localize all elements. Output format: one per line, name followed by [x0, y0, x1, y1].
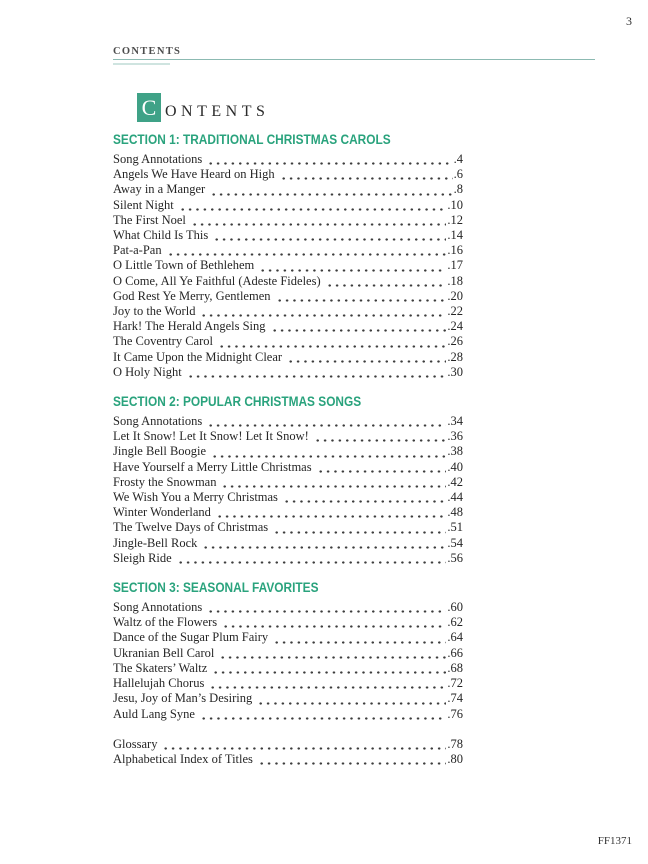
- toc-entry-title: Song Annotations: [113, 414, 203, 429]
- section-heading: SECTION 1: TRADITIONAL CHRISTMAS CAROLS: [113, 132, 391, 147]
- toc-entry: [113, 319, 463, 334]
- toc-entry: [113, 551, 463, 566]
- dot-leader: [209, 676, 446, 691]
- toc-entry-title: Song Annotations: [113, 152, 203, 166]
- toc-sections: [113, 133, 463, 722]
- toc-entry-title: Hallelujah Chorus: [113, 676, 205, 691]
- running-header: CONTENTS: [113, 46, 182, 57]
- footer-code: FF1371: [597, 835, 632, 847]
- toc-entry-page: .80: [447, 751, 463, 766]
- page-number: 3: [626, 14, 632, 28]
- toc-entry: [113, 289, 463, 304]
- contents-title: [137, 93, 269, 122]
- header-rule-accent: [113, 63, 170, 65]
- dot-leader: [177, 551, 447, 566]
- dot-leader: [259, 258, 446, 273]
- toc-entry-page: .10: [447, 197, 463, 212]
- dot-leader: [283, 490, 446, 505]
- toc-entry-page: .66: [447, 645, 463, 660]
- toc-entry-title: God Rest Ye Merry, Gentlemen: [113, 288, 271, 303]
- toc-entry-title: Let It Snow! Let It Snow! Let It Snow!: [113, 429, 309, 444]
- dot-leader: [258, 752, 446, 767]
- toc-entry-page: .14: [447, 228, 463, 243]
- dot-leader: [187, 365, 447, 380]
- dot-leader: [257, 691, 446, 706]
- toc-entry-page: .17: [447, 258, 463, 273]
- dot-leader: [213, 228, 446, 243]
- toc-section: [113, 581, 463, 722]
- toc-entry: [113, 304, 463, 319]
- toc-entry-page: .51: [447, 520, 463, 535]
- toc-entry-page: .74: [447, 691, 463, 706]
- dot-leader: [179, 198, 447, 213]
- toc-entry: [113, 505, 463, 520]
- toc-entry-title: What Child Is This: [113, 228, 209, 243]
- toc-entry-title: Away in a Manger: [113, 182, 206, 197]
- dot-leader: [219, 646, 446, 661]
- toc-entry-page: .48: [447, 505, 463, 520]
- toc-entry-page: .76: [447, 706, 463, 721]
- toc-entry-page: .34: [447, 414, 463, 429]
- toc-entry-page: .26: [447, 334, 463, 349]
- toc-entry-title: Frosty the Snowman: [113, 474, 217, 489]
- toc-entry: [113, 691, 463, 706]
- toc-entry-page: .4: [453, 152, 463, 166]
- toc-entry-page: .40: [447, 459, 463, 474]
- toc-entry-title: The First Noel: [113, 212, 186, 227]
- toc-entry-title: The Coventry Carol: [113, 334, 213, 349]
- toc-entry-title: Jingle Bell Boogie: [113, 444, 207, 459]
- toc-entry-title: Joy to the World: [113, 304, 196, 319]
- toc-entry: [113, 752, 463, 767]
- dot-leader: [191, 213, 446, 228]
- toc-entry-page: .20: [447, 288, 463, 303]
- toc-entry: [113, 334, 463, 349]
- toc-entry-title: The Skaters’ Waltz: [113, 660, 208, 675]
- toc-entry-title: Angels We Have Heard on High: [113, 167, 275, 182]
- toc-entry: [113, 243, 463, 258]
- toc-entry-page: .78: [447, 736, 463, 751]
- toc-entry: [113, 198, 463, 213]
- toc-entry: [113, 213, 463, 228]
- section-rows: [113, 600, 463, 722]
- section-rows: [113, 414, 463, 566]
- dot-leader: [326, 274, 447, 289]
- toc-entry: [113, 646, 463, 661]
- toc-entry-title: Jesu, Joy of Man’s Desiring: [113, 691, 253, 706]
- dot-leader: [207, 152, 452, 167]
- toc-entry-page: .6: [453, 167, 463, 182]
- toc-entry-title: Glossary: [113, 736, 158, 751]
- dot-leader: [200, 304, 446, 319]
- toc-entry: [113, 365, 463, 380]
- toc-entry-title: Song Annotations: [113, 600, 203, 615]
- toc-entry-title: We Wish You a Merry Christmas: [113, 490, 278, 505]
- dot-leader: [212, 661, 446, 676]
- dot-leader: [167, 243, 447, 258]
- toc-entry-title: Sleigh Ride: [113, 550, 172, 565]
- toc-entry-title: Jingle-Bell Rock: [113, 535, 198, 550]
- toc-entry-title: Pat-a-Pan: [113, 243, 162, 258]
- toc-entry: [113, 414, 463, 429]
- toc-entry-title: O Little Town of Bethlehem: [113, 258, 255, 273]
- toc-entry-page: .42: [447, 474, 463, 489]
- dot-leader: [314, 429, 447, 444]
- toc-entry-title: Have Yourself a Merry Little Christmas: [113, 459, 312, 474]
- toc-entry: [113, 536, 463, 551]
- toc-entry: [113, 444, 463, 459]
- toc-entry: [113, 630, 463, 645]
- toc-entry: [113, 676, 463, 691]
- toc-entry: [113, 520, 463, 535]
- dot-leader: [162, 737, 446, 752]
- dot-leader: [200, 707, 446, 722]
- toc-entry: [113, 228, 463, 243]
- toc-entry-page: .16: [447, 243, 463, 258]
- header-rule: [113, 59, 595, 60]
- toc-entry-page: .8: [453, 182, 463, 197]
- toc-entry: [113, 490, 463, 505]
- contents-title-initial-box: C: [137, 93, 161, 122]
- toc-entry-title: Hark! The Herald Angels Sing: [113, 319, 266, 334]
- toc-entry-title: O Come, All Ye Faithful (Adeste Fideles): [113, 273, 321, 288]
- toc-entry-page: .28: [447, 349, 463, 364]
- toc-list: [113, 133, 463, 767]
- toc-entry: [113, 707, 463, 722]
- dot-leader: [211, 444, 446, 459]
- toc-entry-page: .60: [447, 600, 463, 615]
- dot-leader: [202, 536, 446, 551]
- toc-entry-page: .68: [447, 660, 463, 675]
- toc-entry: [113, 350, 463, 365]
- toc-entry-page: .18: [447, 273, 463, 288]
- contents-title-rest: ONTENTS: [165, 103, 270, 120]
- toc-entry-title: Dance of the Sugar Plum Fairy: [113, 630, 269, 645]
- toc-entry-page: .72: [447, 676, 463, 691]
- dot-leader: [207, 600, 446, 615]
- toc-entry-page: .36: [447, 429, 463, 444]
- toc-entry-page: .44: [447, 490, 463, 505]
- toc-entry-page: .62: [447, 615, 463, 630]
- toc-entry-title: Auld Lang Syne: [113, 706, 195, 721]
- toc-entry-page: .38: [447, 444, 463, 459]
- toc-entry: [113, 661, 463, 676]
- dot-leader: [276, 289, 447, 304]
- toc-entry-title: O Holy Night: [113, 364, 182, 379]
- section-rows: [113, 152, 463, 380]
- dot-leader: [287, 350, 446, 365]
- toc-entry: [113, 429, 463, 444]
- toc-entry: [113, 182, 463, 197]
- section-heading: SECTION 2: POPULAR CHRISTMAS SONGS: [113, 394, 362, 410]
- dot-leader: [317, 460, 447, 475]
- toc-entry-page: .54: [447, 535, 463, 550]
- toc-entry-page: .22: [447, 304, 463, 319]
- dot-leader: [210, 182, 452, 197]
- toc-entry: [113, 460, 463, 475]
- toc-entry-page: .12: [447, 212, 463, 227]
- toc-entry-title: Silent Night: [113, 197, 174, 212]
- toc-entry-title: Winter Wonderland: [113, 505, 211, 520]
- toc-entry-title: Ukranian Bell Carol: [113, 645, 215, 660]
- toc-section: [113, 133, 463, 380]
- toc-entry: [113, 152, 463, 167]
- section-heading: SECTION 3: SEASONAL FAVORITES: [113, 580, 319, 596]
- dot-leader: [280, 167, 453, 182]
- dot-leader: [218, 334, 446, 349]
- toc-entry: [113, 258, 463, 273]
- toc-entry: [113, 274, 463, 289]
- back-matter-list: [113, 737, 463, 767]
- dot-leader: [273, 630, 446, 645]
- toc-entry-page: .30: [447, 364, 463, 379]
- toc-entry-page: .24: [447, 319, 463, 334]
- dot-leader: [221, 475, 446, 490]
- dot-leader: [207, 414, 446, 429]
- toc-entry: [113, 737, 463, 752]
- toc-entry: [113, 167, 463, 182]
- dot-leader: [271, 319, 447, 334]
- toc-entry-title: Alphabetical Index of Titles: [113, 751, 253, 766]
- toc-entry: [113, 600, 463, 615]
- dot-leader: [222, 615, 446, 630]
- toc-entry-page: .64: [447, 630, 463, 645]
- toc-entry-title: The Twelve Days of Christmas: [113, 520, 269, 535]
- toc-entry-title: Waltz of the Flowers: [113, 615, 218, 630]
- toc-entry-title: It Came Upon the Midnight Clear: [113, 349, 283, 364]
- dot-leader: [216, 505, 446, 520]
- toc-entry-page: .56: [447, 550, 463, 565]
- toc-section: [113, 395, 463, 566]
- toc-entry: [113, 475, 463, 490]
- toc-entry: [113, 615, 463, 630]
- dot-leader: [273, 520, 446, 535]
